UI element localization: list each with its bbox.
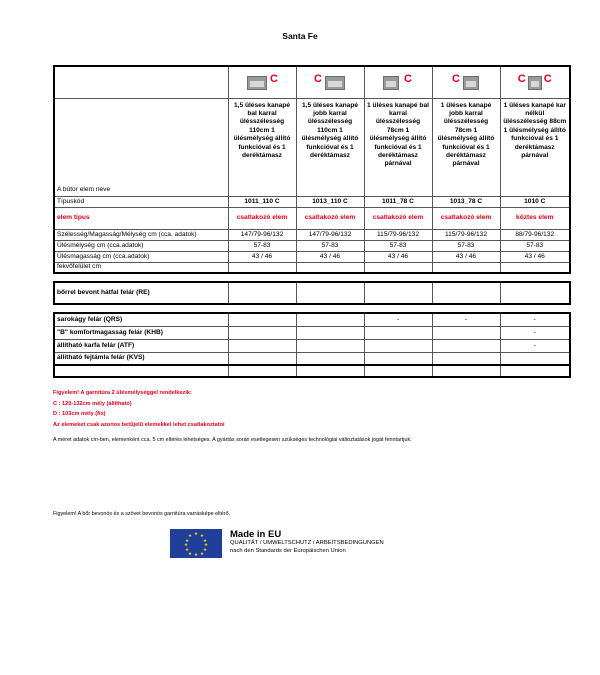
row-label-seat-depth: Ülésmélység cm (cca.adatok) xyxy=(54,240,228,251)
seat-height-cell: 43 / 46 xyxy=(500,251,570,262)
description-cell: 1,5 üléses kanapé bal karral ülésszélesség 110cm 1 ülésmélység állító funkcióval és 1 deréktámasz xyxy=(228,98,296,196)
comfort-cell: - xyxy=(500,326,570,339)
dimensions-cell: 88/79-96/132 xyxy=(500,229,570,240)
spec-table xyxy=(53,65,571,378)
description-cell: 1 üléses kanapé bal karral ülésszélesség 78cm 1 ülésmélység állító funkcióval és 1 deréktámasz párnával xyxy=(364,98,432,196)
seat-height-row xyxy=(54,251,570,262)
row-label-lying-area: fekvőfelület cm xyxy=(54,262,228,273)
made-in-eu-heading: Made in EU xyxy=(230,529,282,540)
description-cell: 1 üléses kanapé jobb karral ülésszélesség 78cm 1 ülésmélység állító funkcióval és 1 deréktámasz párnával xyxy=(432,98,500,196)
dimensions-cell: 115/79-96/132 xyxy=(432,229,500,240)
dimensions-cell: 115/79-96/132 xyxy=(364,229,432,240)
seat-depth-cell: 57-83 xyxy=(500,240,570,251)
armrest-row xyxy=(54,339,570,352)
measurement-note: A méret adatok cm-ben, elemenként cca. 5 cm eltérés lehetséges. A gyártás során esetlegesen szükséges technológiai változtatások jogát fenntartjuk. xyxy=(53,437,412,443)
seat-height-cell: 43 / 46 xyxy=(432,251,500,262)
seat-height-cell: 43 / 46 xyxy=(296,251,364,262)
dimensions-cell: 147/79-96/132 xyxy=(296,229,364,240)
note-line: Figyelem! A garnitúra 2 ülésmélységgel rendelkezik: xyxy=(53,390,192,396)
seat-depth-cell: 57-83 xyxy=(296,240,364,251)
description-cell: 1,5 üléses kanapé jobb karral ülésszélesség 110cm 1 ülésmélység állító funkcióval és 1 deréktámasz xyxy=(296,98,364,196)
row-label-element-name: A bútor elem neve xyxy=(54,98,228,196)
icon-cell xyxy=(364,66,432,98)
type-code-cell: 1010 C xyxy=(500,196,570,207)
dimensions-cell: 147/79-96/132 xyxy=(228,229,296,240)
seat-depth-cell: 57-83 xyxy=(432,240,500,251)
icon-cell xyxy=(228,66,296,98)
note-line: Az elemeket csak azonos betűjelű elemekkel lehet csatlakoztatni xyxy=(53,421,225,428)
element-type-cell: csatlakozó elem xyxy=(432,207,500,229)
sofa-left-arm-icon: C xyxy=(245,74,279,92)
element-type-cell: csatlakozó elem xyxy=(364,207,432,229)
made-in-eu-block xyxy=(230,529,384,555)
element-type-row xyxy=(54,207,570,229)
corner-cell: - xyxy=(432,313,500,326)
element-type-cell: csatlakozó elem xyxy=(228,207,296,229)
depth-notes xyxy=(53,388,225,430)
icon-cell xyxy=(296,66,364,98)
type-code-cell: 1013_78 C xyxy=(432,196,500,207)
armrest-cell xyxy=(364,339,432,352)
comfort-cell xyxy=(432,326,500,339)
seat-depth-cell: 57-83 xyxy=(228,240,296,251)
type-code-row xyxy=(54,196,570,207)
made-in-eu-line2: nach den Standards der Europäischen Union xyxy=(230,547,346,554)
description-cell: 1 üléses kanapé kar nélkül ülésszélesség 88cm 1 ülésmélység állító funkcióval és 1 deréktámasz párnával xyxy=(500,98,570,196)
headrest-row xyxy=(54,352,570,365)
corner-cell xyxy=(228,313,296,326)
row-label-type-code: Típuskód xyxy=(54,196,228,207)
element-type-cell: köztes elem xyxy=(500,207,570,229)
lying-area-row xyxy=(54,262,570,273)
comfort-cell xyxy=(364,326,432,339)
type-code-cell: 1013_110 C xyxy=(296,196,364,207)
icon-cell xyxy=(432,66,500,98)
armrest-cell xyxy=(432,339,500,352)
sofa-right-arm-icon: C xyxy=(313,74,347,92)
armrest-cell xyxy=(228,339,296,352)
seat-height-cell: 43 / 46 xyxy=(228,251,296,262)
row-label-dimensions: Szélesség/Magasság/Mélység cm (cca. adatok) xyxy=(54,229,228,240)
element-type-cell: csatlakozó elem xyxy=(296,207,364,229)
corner-cell xyxy=(296,313,364,326)
comfort-cell xyxy=(296,326,364,339)
armrest-cell: - xyxy=(500,339,570,352)
dimensions-row xyxy=(54,229,570,240)
row-label-corner-pillow: sarokágy felár (QRS) xyxy=(54,313,228,326)
description-row xyxy=(54,98,570,196)
armrest-cell xyxy=(296,339,364,352)
made-in-eu-line1: QUALITÄT / UMWELTSCHUTZ / ARBEITSBEDINGUNGEN xyxy=(230,540,384,546)
eu-flag-icon: ★ ★ ★ ★ ★ ★ ★ ★ ★ ★ ★ ★ xyxy=(170,529,222,558)
row-label-headrest: állítható fejtámla felár (KVS) xyxy=(54,352,228,365)
corner-pillow-row xyxy=(54,313,570,326)
row-label-element-type: elem típus xyxy=(54,207,228,229)
type-code-cell: 1011_110 C xyxy=(228,196,296,207)
note-line: D : 103cm mély (fix) xyxy=(53,411,106,417)
corner-cell: - xyxy=(500,313,570,326)
comfort-row xyxy=(54,326,570,339)
icon-row xyxy=(54,66,570,98)
comfort-cell xyxy=(228,326,296,339)
sofa-left-arm-icon: C xyxy=(381,74,415,92)
sofa-no-arm-icon: C C xyxy=(518,74,552,92)
leather-note: Figyelem! A bőr bevonós és a szövet bevonós garnitúra varrásképe eltérő. xyxy=(53,511,231,517)
note-line: C : 120-132cm mély (állítható) xyxy=(53,400,132,407)
page-title: Santa Fe xyxy=(282,31,318,41)
row-label-seat-height: Ülésmagasság cm (cca.adatok) xyxy=(54,251,228,262)
bottom-empty-row xyxy=(54,365,570,377)
row-label-leather-back: bőrrel bevont hátfal felár (RE) xyxy=(54,282,228,304)
seat-depth-row xyxy=(54,240,570,251)
type-code-cell: 1011_78 C xyxy=(364,196,432,207)
row-label-armrest: állítható karfa felár (ATF) xyxy=(54,339,228,352)
sofa-right-arm-icon: C xyxy=(449,74,483,92)
leather-back-row xyxy=(54,282,570,304)
corner-cell: - xyxy=(364,313,432,326)
seat-height-cell: 43 / 46 xyxy=(364,251,432,262)
seat-depth-cell: 57-83 xyxy=(364,240,432,251)
row-label-comfort: "B" komfortmagasság felár (KHB) xyxy=(54,326,228,339)
icon-cell xyxy=(500,66,570,98)
